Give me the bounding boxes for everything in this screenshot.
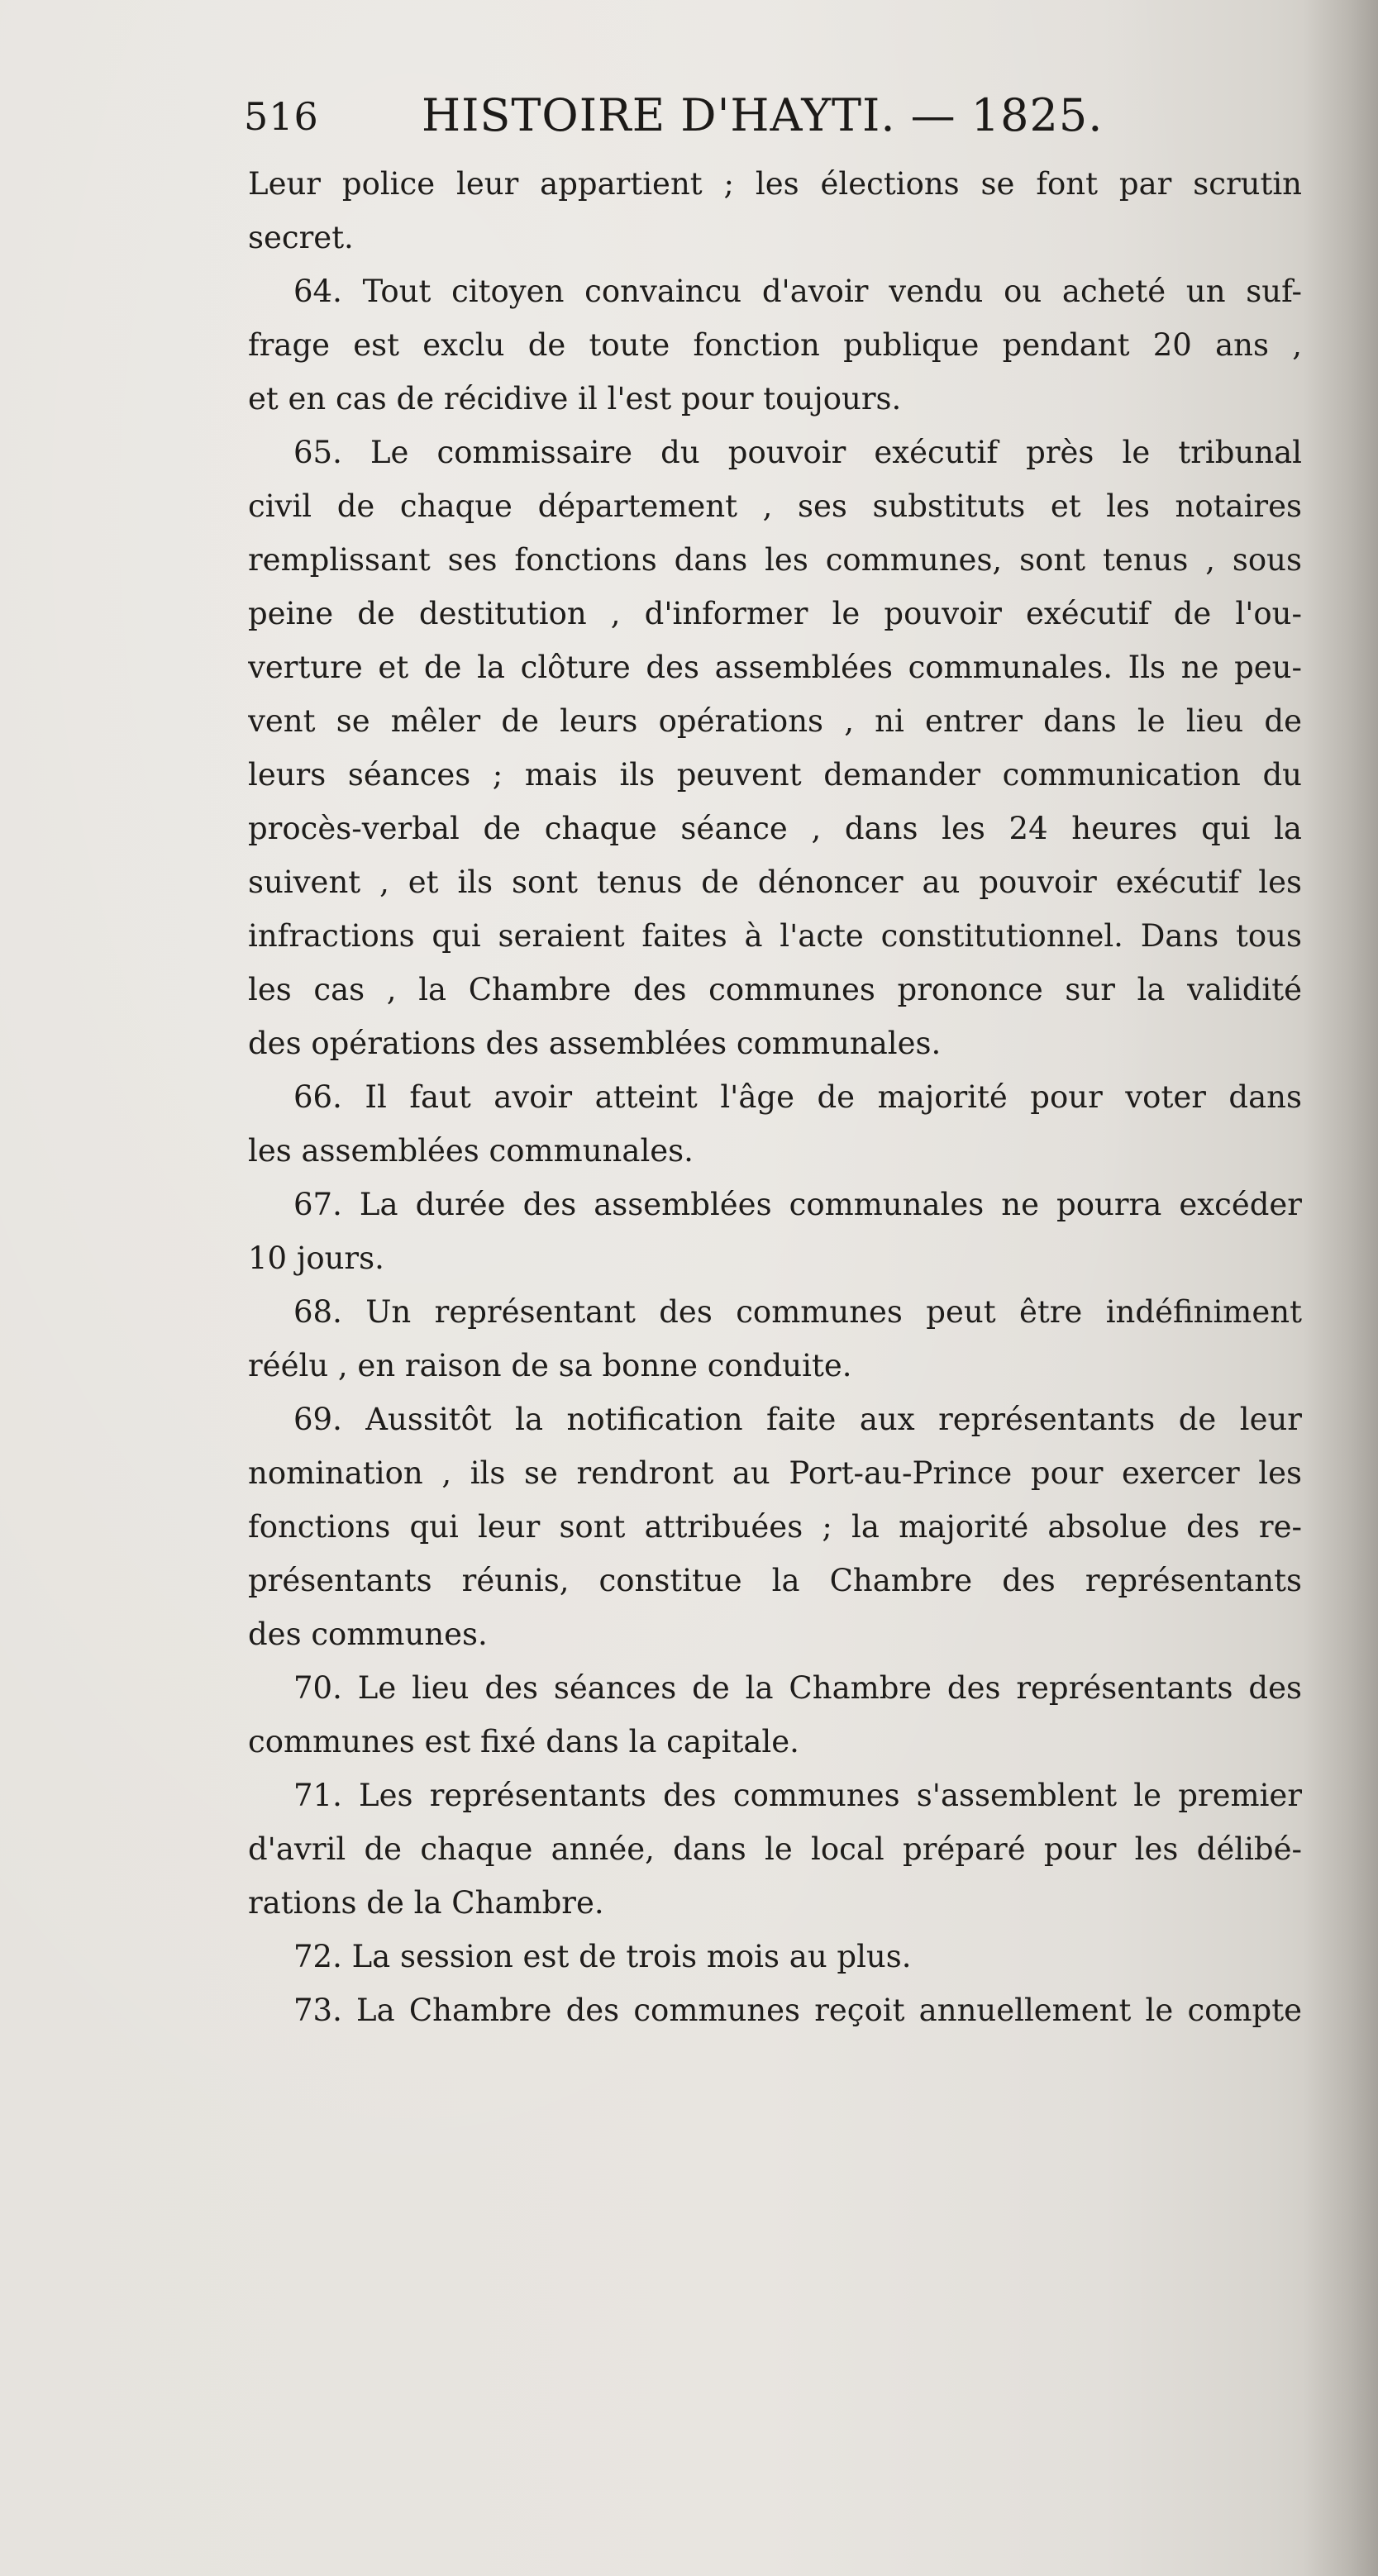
- article-70: [248, 1661, 1302, 1769]
- text-line: procès-verbal de chaque séance , dans les 24 heures qui la: [248, 811, 1302, 846]
- text-line: réélu , en raison de sa bonne conduite.: [248, 1348, 852, 1383]
- page-gutter-shadow: [1304, 0, 1378, 2576]
- article-69: [248, 1393, 1302, 1661]
- text-line: 71. Les représentants des communes s'assemblent le premier: [293, 1778, 1302, 1813]
- text-line: 64. Tout citoyen convaincu d'avoir vendu ou acheté un suf-: [293, 274, 1302, 309]
- text-line: remplissant ses fonctions dans les communes, sont tenus , sous: [248, 542, 1302, 578]
- body-text: [248, 157, 1302, 2037]
- text-line: secret.: [248, 220, 354, 255]
- article-73: [248, 1983, 1302, 2037]
- text-line: 67. La durée des assemblées communales ne pourra excéder: [293, 1187, 1302, 1222]
- text-line: nomination , ils se rendront au Port-au-Prince pour exercer les: [248, 1455, 1302, 1491]
- text-line: frage est exclu de toute fonction publique pendant 20 ans ,: [248, 327, 1302, 363]
- text-line: d'avril de chaque année, dans le local préparé pour les délibé-: [248, 1831, 1302, 1867]
- text-line: 72. La session est de trois mois au plus.: [293, 1939, 912, 1974]
- text-line: suivent , et ils sont tenus de dénoncer au pouvoir exécutif les: [248, 864, 1302, 900]
- text-line: infractions qui seraient faites à l'acte constitutionnel. Dans tous: [248, 918, 1302, 954]
- article-64: [248, 264, 1302, 426]
- text-line: Leur police leur appartient ; les élections se font par scrutin: [248, 166, 1302, 202]
- text-line: 70. Le lieu des séances de la Chambre des représentants des: [293, 1670, 1302, 1706]
- article-65: [248, 426, 1302, 1070]
- text-line: vent se mêler de leurs opérations , ni entrer dans le lieu de: [248, 703, 1302, 739]
- text-line: civil de chaque département , ses substituts et les notaires: [248, 488, 1302, 524]
- text-line: leurs séances ; mais ils peuvent demander communication du: [248, 757, 1302, 793]
- text-line: les assemblées communales.: [248, 1133, 694, 1169]
- text-line: peine de destitution , d'informer le pouvoir exécutif de l'ou-: [248, 596, 1302, 631]
- text-line: verture et de la clôture des assemblées communales. Ils ne peu-: [248, 650, 1302, 685]
- article-72: [248, 1930, 1302, 1983]
- text-line: 68. Un représentant des communes peut être indéfiniment: [293, 1294, 1302, 1330]
- text-line: fonctions qui leur sont attribuées ; la majorité absolue des re-: [248, 1509, 1302, 1545]
- text-line: 10 jours.: [248, 1240, 384, 1276]
- text-line: des opérations des assemblées communales.: [248, 1026, 942, 1061]
- text-line: rations de la Chambre.: [248, 1885, 604, 1921]
- text-line: et en cas de récidive il l'est pour toujours.: [248, 381, 902, 417]
- text-line: des communes.: [248, 1617, 488, 1652]
- article-71: [248, 1769, 1302, 1930]
- text-line: 73. La Chambre des communes reçoit annuellement le compte: [293, 1993, 1302, 2028]
- text-line: 65. Le commissaire du pouvoir exécutif près le tribunal: [293, 435, 1302, 470]
- text-line: présentants réunis, constitue la Chambre des représentants: [248, 1563, 1302, 1598]
- running-title: HISTOIRE D'HAYTI. — 1825.: [422, 89, 1104, 141]
- text-line: communes est fixé dans la capitale.: [248, 1724, 799, 1759]
- text-line: les cas , la Chambre des communes prononce sur la validité: [248, 972, 1302, 1007]
- paragraph-continuation: [248, 157, 1302, 264]
- article-66: [248, 1070, 1302, 1178]
- article-68: [248, 1285, 1302, 1393]
- page-header: [244, 89, 1137, 147]
- page-number: 516: [244, 94, 319, 139]
- text-line: 66. Il faut avoir atteint l'âge de majorité pour voter dans: [293, 1079, 1302, 1115]
- text-line: 69. Aussitôt la notification faite aux représentants de leur: [293, 1402, 1302, 1437]
- article-67: [248, 1178, 1302, 1285]
